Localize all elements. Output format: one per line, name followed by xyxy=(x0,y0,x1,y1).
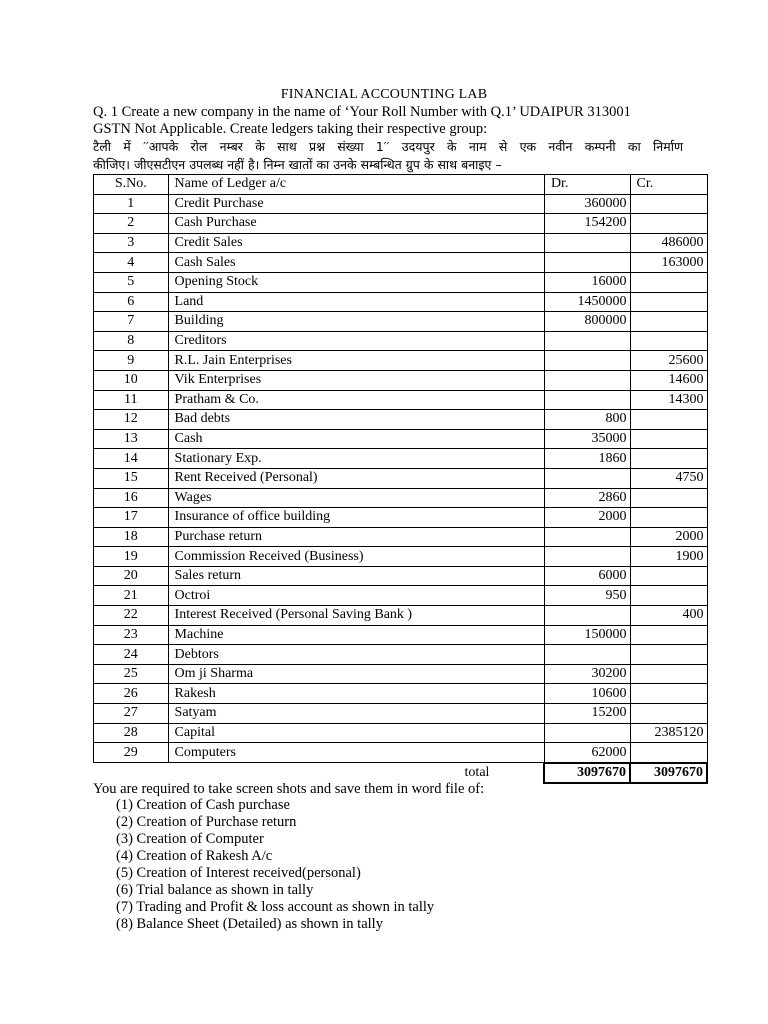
cell-dr: 10600 xyxy=(544,684,630,704)
cell-cr xyxy=(630,292,707,312)
cell-dr: 150000 xyxy=(544,625,630,645)
table-row xyxy=(94,586,708,606)
cell-ledger-name: Cash xyxy=(168,429,544,449)
instruction-item: (2) Creation of Purchase return xyxy=(116,814,297,830)
cell-cr: 14600 xyxy=(630,370,707,390)
cell-dr: 2860 xyxy=(544,488,630,508)
cell-ledger-name: Vik Enterprises xyxy=(168,370,544,390)
header-dr: Dr. xyxy=(544,175,630,195)
cell-sno: 9 xyxy=(94,351,169,371)
cell-dr xyxy=(544,351,630,371)
cell-dr xyxy=(544,233,630,253)
cell-ledger-name: Wages xyxy=(168,488,544,508)
table-row xyxy=(94,390,708,410)
table-row xyxy=(94,272,708,292)
cell-sno: 10 xyxy=(94,370,169,390)
cell-sno: 6 xyxy=(94,292,169,312)
cell-cr xyxy=(630,684,707,704)
cell-ledger-name: Cash Sales xyxy=(168,253,544,273)
table-row xyxy=(94,704,708,724)
table-row xyxy=(94,645,708,665)
cell-dr: 360000 xyxy=(544,194,630,214)
table-row xyxy=(94,606,708,626)
cell-dr: 1860 xyxy=(544,449,630,469)
table-row xyxy=(94,331,708,351)
cell-dr xyxy=(544,723,630,743)
cell-ledger-name: Rent Received (Personal) xyxy=(168,468,544,488)
cell-cr: 486000 xyxy=(630,233,707,253)
cell-dr xyxy=(544,331,630,351)
cell-ledger-name: Debtors xyxy=(168,645,544,665)
cell-sno: 12 xyxy=(94,410,169,430)
table-row xyxy=(94,194,708,214)
cell-sno: 28 xyxy=(94,723,169,743)
hindi-question-line-2: कीजिए। जीएसटीएन उपलब्ध नहीं है। निम्न खातों का उनके सम्बन्धित ग्रुप के साथ बनाइए – xyxy=(93,157,502,172)
cell-dr xyxy=(544,390,630,410)
question-line-1: Q. 1 Create a new company in the name of ‘Your Roll Number with Q.1’ UDAIPUR 313001 xyxy=(93,104,631,120)
cell-cr xyxy=(630,272,707,292)
table-row xyxy=(94,508,708,528)
table-row xyxy=(94,253,708,273)
table-row xyxy=(94,625,708,645)
cell-ledger-name: Interest Received (Personal Saving Bank ) xyxy=(168,606,544,626)
cell-sno: 26 xyxy=(94,684,169,704)
cell-dr: 62000 xyxy=(544,743,630,763)
cell-dr: 16000 xyxy=(544,272,630,292)
table-row xyxy=(94,351,708,371)
cell-dr xyxy=(544,645,630,665)
cell-cr xyxy=(630,625,707,645)
table-row xyxy=(94,292,708,312)
cell-dr: 800000 xyxy=(544,312,630,332)
cell-dr: 800 xyxy=(544,410,630,430)
table-row xyxy=(94,449,708,469)
cell-dr: 154200 xyxy=(544,214,630,234)
cell-cr xyxy=(630,410,707,430)
cell-ledger-name: Computers xyxy=(168,743,544,763)
cell-cr: 163000 xyxy=(630,253,707,273)
cell-ledger-name: Purchase return xyxy=(168,527,544,547)
cell-sno: 13 xyxy=(94,429,169,449)
cell-sno: 16 xyxy=(94,488,169,508)
document-title: FINANCIAL ACCOUNTING LAB xyxy=(280,87,488,102)
ledger-body xyxy=(94,194,708,763)
cell-sno: 19 xyxy=(94,547,169,567)
cell-ledger-name: Om ji Sharma xyxy=(168,664,544,684)
table-row xyxy=(94,684,708,704)
cell-ledger-name: Land xyxy=(168,292,544,312)
cell-cr xyxy=(630,586,707,606)
cell-sno: 22 xyxy=(94,606,169,626)
cell-dr: 15200 xyxy=(544,704,630,724)
cell-dr: 30200 xyxy=(544,664,630,684)
cell-ledger-name: Cash Purchase xyxy=(168,214,544,234)
cell-cr xyxy=(630,743,707,763)
cell-cr xyxy=(630,214,707,234)
cell-sno: 5 xyxy=(94,272,169,292)
cell-dr xyxy=(544,606,630,626)
cell-ledger-name: Building xyxy=(168,312,544,332)
cell-sno: 25 xyxy=(94,664,169,684)
cell-cr xyxy=(630,704,707,724)
cell-sno: 11 xyxy=(94,390,169,410)
table-header-row xyxy=(94,175,708,195)
cell-dr: 1450000 xyxy=(544,292,630,312)
cell-sno: 24 xyxy=(94,645,169,665)
table-row xyxy=(94,664,708,684)
cell-sno: 8 xyxy=(94,331,169,351)
ledger-table xyxy=(93,174,708,784)
cell-cr xyxy=(630,664,707,684)
table-row xyxy=(94,429,708,449)
cell-dr xyxy=(544,547,630,567)
cell-ledger-name: R.L. Jain Enterprises xyxy=(168,351,544,371)
instruction-item: (5) Creation of Interest received(personal) xyxy=(116,865,361,881)
total-label: total xyxy=(168,763,544,784)
cell-ledger-name: Pratham & Co. xyxy=(168,390,544,410)
cell-sno: 29 xyxy=(94,743,169,763)
cell-cr xyxy=(630,645,707,665)
cell-ledger-name: Stationary Exp. xyxy=(168,449,544,469)
cell-ledger-name: Bad debts xyxy=(168,410,544,430)
instructions-heading: You are required to take screen shots and save them in word file of: xyxy=(93,781,485,797)
instruction-item: (6) Trial balance as shown in tally xyxy=(116,882,314,898)
hindi-question-line-1: टैली में ′′आपके रोल नम्बर के साथ प्रश्न संख्या 1′′ उदयपुर के नाम से एक नवीन कम्पनी का निर्माण xyxy=(93,139,683,154)
cell-sno: 27 xyxy=(94,704,169,724)
cell-ledger-name: Insurance of office building xyxy=(168,508,544,528)
cell-ledger-name: Satyam xyxy=(168,704,544,724)
header-sno: S.No. xyxy=(94,175,169,195)
cell-ledger-name: Creditors xyxy=(168,331,544,351)
cell-sno: 4 xyxy=(94,253,169,273)
cell-sno: 3 xyxy=(94,233,169,253)
cell-cr: 2385120 xyxy=(630,723,707,743)
cell-dr: 2000 xyxy=(544,508,630,528)
cell-sno: 20 xyxy=(94,566,169,586)
cell-dr xyxy=(544,527,630,547)
cell-dr xyxy=(544,468,630,488)
cell-dr: 950 xyxy=(544,586,630,606)
instruction-item: (8) Balance Sheet (Detailed) as shown in tally xyxy=(116,916,383,932)
cell-ledger-name: Sales return xyxy=(168,566,544,586)
table-row xyxy=(94,566,708,586)
cell-sno: 1 xyxy=(94,194,169,214)
cell-ledger-name: Credit Sales xyxy=(168,233,544,253)
cell-cr xyxy=(630,508,707,528)
cell-ledger-name: Machine xyxy=(168,625,544,645)
cell-cr xyxy=(630,429,707,449)
table-row xyxy=(94,488,708,508)
table-row xyxy=(94,410,708,430)
cell-ledger-name: Rakesh xyxy=(168,684,544,704)
total-dr: 3097670 xyxy=(544,763,630,784)
cell-ledger-name: Commission Received (Business) xyxy=(168,547,544,567)
header-name: Name of Ledger a/c xyxy=(168,175,544,195)
question-line-2: GSTN Not Applicable. Create ledgers taking their respective group: xyxy=(93,121,488,137)
instruction-item: (4) Creation of Rakesh A/c xyxy=(116,848,273,864)
cell-cr: 1900 xyxy=(630,547,707,567)
instruction-item: (3) Creation of Computer xyxy=(116,831,264,847)
cell-dr: 35000 xyxy=(544,429,630,449)
table-row xyxy=(94,547,708,567)
table-row xyxy=(94,214,708,234)
table-row xyxy=(94,723,708,743)
cell-cr xyxy=(630,312,707,332)
cell-dr: 6000 xyxy=(544,566,630,586)
cell-cr: 4750 xyxy=(630,468,707,488)
cell-dr xyxy=(544,253,630,273)
table-row xyxy=(94,743,708,763)
cell-sno: 17 xyxy=(94,508,169,528)
cell-sno: 15 xyxy=(94,468,169,488)
header-cr: Cr. xyxy=(630,175,707,195)
instructions-list xyxy=(116,797,434,933)
instruction-item: (1) Creation of Cash purchase xyxy=(116,797,290,813)
cell-sno: 21 xyxy=(94,586,169,606)
cell-ledger-name: Octroi xyxy=(168,586,544,606)
cell-cr xyxy=(630,194,707,214)
instruction-item: (7) Trading and Profit & loss account as shown in tally xyxy=(116,899,435,915)
cell-ledger-name: Credit Purchase xyxy=(168,194,544,214)
cell-cr xyxy=(630,449,707,469)
cell-dr xyxy=(544,370,630,390)
cell-ledger-name: Opening Stock xyxy=(168,272,544,292)
cell-ledger-name: Capital xyxy=(168,723,544,743)
table-row xyxy=(94,233,708,253)
cell-cr: 14300 xyxy=(630,390,707,410)
total-cr: 3097670 xyxy=(630,763,707,784)
cell-sno: 2 xyxy=(94,214,169,234)
cell-sno: 23 xyxy=(94,625,169,645)
cell-sno: 7 xyxy=(94,312,169,332)
cell-cr xyxy=(630,566,707,586)
cell-cr: 25600 xyxy=(630,351,707,371)
cell-cr: 2000 xyxy=(630,527,707,547)
table-row xyxy=(94,312,708,332)
cell-cr xyxy=(630,488,707,508)
cell-sno: 18 xyxy=(94,527,169,547)
cell-cr: 400 xyxy=(630,606,707,626)
table-row xyxy=(94,468,708,488)
table-row xyxy=(94,527,708,547)
table-row xyxy=(94,370,708,390)
cell-cr xyxy=(630,331,707,351)
cell-sno: 14 xyxy=(94,449,169,469)
